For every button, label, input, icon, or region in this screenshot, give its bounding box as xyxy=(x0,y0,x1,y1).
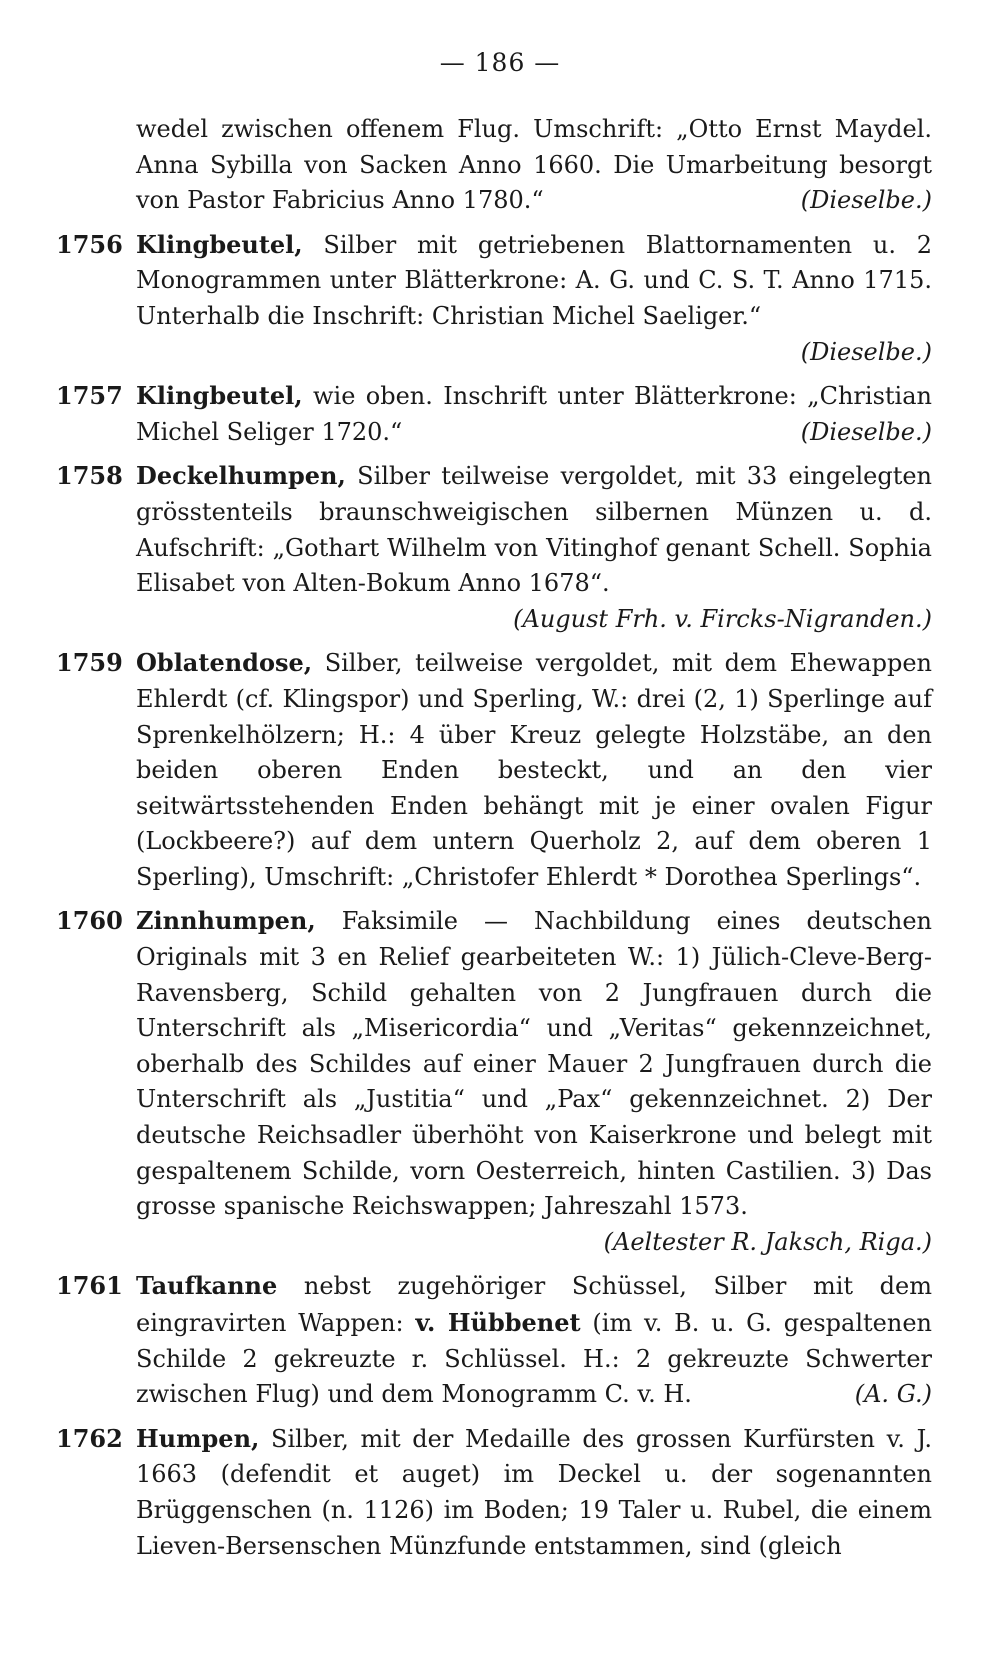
entry-number: 1761 xyxy=(56,1271,123,1301)
entry-1757 xyxy=(56,378,932,450)
entry-number: 1762 xyxy=(56,1423,123,1453)
entry-source: (Dieselbe.) xyxy=(800,337,932,366)
entry-1759 xyxy=(56,645,932,895)
entry-number: 1757 xyxy=(56,381,123,411)
entry-title: Zinnhumpen, xyxy=(136,906,316,936)
entry-title: Klingbeutel, xyxy=(136,229,303,259)
continuation-paragraph xyxy=(56,112,932,219)
entry-text: Silber mit getriebenen Blattornamenten u. 2 Monogrammen unter Blätterkrone: A. G. und C. S. T. Anno 1715. Unterhalb die Inschrift: Christian Michel Saeliger.“ xyxy=(136,230,932,330)
entry-text: Faksimile — Nachbildung eines deutschen Originals mit 3 en Relief gearbeiteten W.: 1) Jülich-Cleve-Berg-Ravensberg, Schild gehalten von 2 Jungfrauen durch die Unterschrift als „Misericordia“ und „Veritas“ gekennzeichnet, oberhalb des Schildes auf einer Mauer 2 Jungfrauen durch die Unterschrift als „Justitia“ und „Pax“ gekennzeichnet. 2) Der deutsche Reichsadler überhöht von Kaiserkrone und belegt mit gespaltenem Schilde, vorn Oesterreich, hinten Castilien. 3) Das grosse spanische Reichswappen; Jahreszahl 1573. xyxy=(136,907,933,1221)
entry-number: 1759 xyxy=(56,648,123,678)
entry-text: Silber, teilweise vergoldet, mit dem Ehewappen Ehlerdt (cf. Klingspor) und Sperling, W.: drei (2, 1) Sperlinge auf Sprenkelhölzern; H.: 4 über Kreuz gelegte Holzstäbe, an den beiden oberen Enden besteckt, und an den vier seitwärtsstehenden Enden behängt mit je einer ovalen Figur (Lockbeere?) auf dem untern Querholz 2, auf dem oberen 1 Sperling), Umschrift: „Christofer Ehlerdt * Dorothea Sperlings“. xyxy=(136,649,932,891)
entry-title: Klingbeutel, xyxy=(136,381,303,411)
entry-source: (Dieselbe.) xyxy=(800,417,932,446)
entry-1756 xyxy=(56,227,932,370)
entry-title: Deckelhumpen, xyxy=(136,461,346,491)
entry-number: 1756 xyxy=(56,229,123,259)
continuation-source: (Dieselbe.) xyxy=(800,186,932,215)
entry-family-name: v. Hübbenet xyxy=(415,1308,581,1337)
entry-text: Silber teilweise vergoldet, mit 33 eingelegten grösstenteils braunschweigischen silbernen Münzen u. d. Aufschrift: „Gothart Wilhelm von Vitinghof genant Schell. Sophia Elisabet von Alten-Bokum Anno 1678“. xyxy=(136,462,932,598)
continuation-text: wedel zwischen offenem Flug. Umschrift: „Otto Ernst Maydel. Anna Sybilla von Sacken Anno 1660. Die Umarbeitung besorgt von Pastor Fabricius Anno 1780.“ xyxy=(136,115,932,215)
entry-source: (A. G.) xyxy=(854,1380,932,1409)
entry-1761 xyxy=(56,1268,932,1412)
entry-1760 xyxy=(56,903,932,1260)
entry-source: (August Frh. v. Fircks-Nigranden.) xyxy=(513,604,932,633)
entry-number: 1758 xyxy=(56,461,123,491)
page-content xyxy=(56,112,932,1572)
entry-title: Taufkanne xyxy=(136,1271,278,1301)
entry-source: (Aeltester R. Jaksch, Riga.) xyxy=(603,1227,932,1256)
entry-1762 xyxy=(56,1421,932,1564)
entry-number: 1760 xyxy=(56,906,123,936)
entry-title: Oblatendose, xyxy=(136,648,313,678)
entry-title: Humpen, xyxy=(136,1423,260,1453)
entry-text-before: nebst zugehöriger Schüssel, Silber mit dem eingravirten Wappen: xyxy=(136,1272,932,1337)
entry-text: wie oben. Inschrift unter Blätterkrone: „Christian Michel Seliger 1720.“ xyxy=(136,382,932,446)
entry-text-after: (im v. B. u. G. gespaltenen Schilde 2 gekreuzte r. Schlüssel. H.: 2 gekreuzte Schwerter zwischen Flug) und dem Monogramm C. v. H. xyxy=(136,1309,932,1409)
entry-1758 xyxy=(56,458,932,637)
entry-text: Silber, mit der Medaille des grossen Kurfürsten v. J. 1663 (defendit et auget) im Deckel u. der sogenannten Brüggenschen (n. 1126) im Boden; 19 Taler u. Rubel, die einem Lieven-Bersenschen Münzfunde entstammen, sind (gleich xyxy=(136,1424,932,1560)
page-number: — 186 — xyxy=(439,48,561,77)
